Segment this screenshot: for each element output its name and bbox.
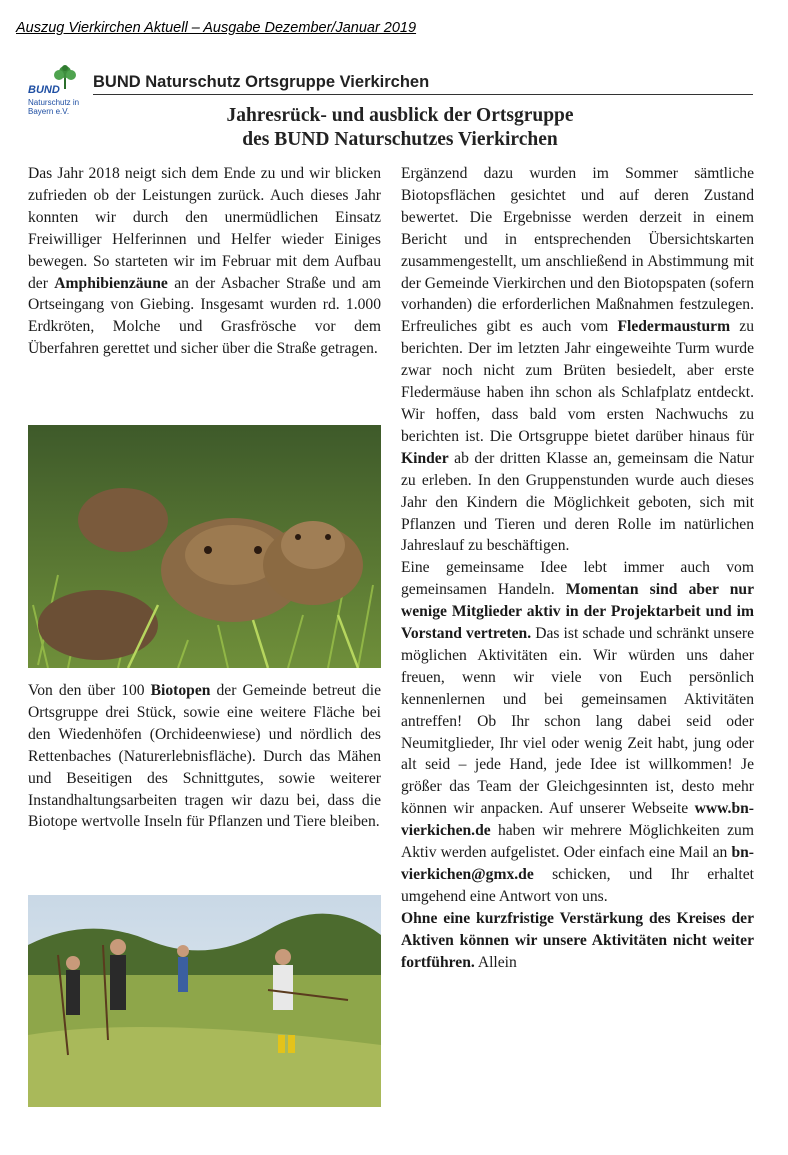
highlight-children: Kinder bbox=[401, 449, 449, 467]
paragraph-survey-bats-kids bbox=[401, 163, 754, 557]
toads-illustration bbox=[28, 425, 381, 668]
title-line-1: Jahresrück- und ausblick der Ortsgruppe bbox=[226, 105, 574, 126]
paragraph-appeal bbox=[401, 908, 754, 974]
website-link[interactable]: www.bn-vierkichen.de bbox=[401, 800, 754, 840]
text-segment: haben wir mehrere Möglichkeiten zum Aktiv werden aufgelistet. Oder einfach eine Mail an bbox=[401, 822, 754, 862]
text-segment: an der Asbacher Straße und am Ortseingang von Giebing. Insgesamt wurden rd. 1.000 Erdkröten, Molche und Grasfrösche vor dem Überfahren gerettet und sicher über die Straße getragen. bbox=[28, 274, 381, 358]
highlight-few-members: Momentan sind aber nur wenige Mitglieder aktiv in der Projektarbeit und im Vorstand vertreten. bbox=[401, 581, 755, 643]
text-segment: schicken, und Ihr erhaltet umgehend eine Antwort von uns. bbox=[401, 866, 754, 905]
text-segment: Eine gemeinsame Idee lebt immer auch vom gemeinsamen Handeln. bbox=[401, 559, 754, 599]
paragraph-join-us bbox=[401, 557, 754, 908]
highlight-biotopes: Biotopen bbox=[150, 682, 211, 699]
org-header: BUND Naturschutz Ortsgruppe Vierkirchen bbox=[93, 73, 753, 95]
paragraph-biotopes bbox=[28, 680, 381, 833]
article-title bbox=[120, 104, 680, 152]
left-column-bottom bbox=[28, 680, 381, 833]
text-segment: Von den über 100 bbox=[28, 682, 151, 699]
text-segment: ab der dritten Klasse an, gemeinsam die Natur zu erleben. In den Gruppenstunden wurde auch dieses Jahr den Kindern die Möglichkeit geboten, sich mit Pflanzen und Tieren und deren Rolle im natürlichen Jahreslauf zu beschäftigen. bbox=[401, 449, 754, 555]
text-segment: Das ist schade und schränkt unsere möglichen Aktivitäten ein. Wir würden uns daher freuen, wenn wir viele von Euch persönlich kennenlernen und bei gemeinsamen Aktivitäten antreffen! Ob Ihr schon lang dabei seid oder Neumitglieder, Ihr viel oder wenig Zeit habt, jung oder alt seid – jede Hand, jede Idee ist willkommen! Je größer das Team der Gleichgesinnten ist, desto mehr können wir anpacken. Auf unserer Webseite bbox=[401, 625, 754, 818]
title-line-2: des BUND Naturschutzes Vierkirchen bbox=[242, 129, 558, 150]
highlight-amphibian-fences: Amphibienzäune bbox=[54, 274, 168, 292]
excerpt-line: Auszug Vierkirchen Aktuell – Ausgabe Dezember/Januar 2019 bbox=[16, 20, 417, 36]
email-link[interactable]: bn-vierkichen@gmx.de bbox=[401, 844, 754, 883]
mowing-illustration bbox=[28, 895, 381, 1107]
text-segment: der Gemeinde betreut die Ortsgruppe drei Stück, sowie eine weitere Fläche bei den Wiedenhöfen (Orchideenwiese) und nördlich des Rettenbaches (Naturerlebnisfläche). Durch das Mähen und Beseitigen des Schnittgutes, sowie weiterer Instandhaltungsarbeiten tragen wir dazu bei, dass die Biotope wertvolle Inseln für Pflanzen und Tiere bleiben. bbox=[28, 682, 381, 831]
logo-word: BUND bbox=[28, 84, 60, 96]
text-segment: Das Jahr 2018 neigt sich dem Ende zu und wir blicken zufrieden ob der Leistungen zurück. Auch dieses Jahr konnten wir durch den unermüdlichen Einsatz Freiwilliger Helferinnen und Helfer wieder Einiges bewegen. So starteten wir im Februar mit dem Aufbau der bbox=[28, 165, 381, 292]
left-column-top bbox=[28, 163, 381, 360]
right-column bbox=[401, 163, 754, 974]
bund-logo bbox=[28, 64, 84, 126]
text-segment: Ergänzend dazu wurden im Sommer sämtliche Biotopsflächen gesichtet und auf deren Zustand bewertet. Die Ergebnisse werden derzeit in einem Bericht und in entsprechenden Übersichtskarten zusammengestellt, um anschließend in Abstimmung mit der Gemeinde Vierkirchen und den Biotopspaten (sofern vorhanden) die erforderlichen Maßnahmen festzulegen. Erfreuliches gibt es auch vom bbox=[401, 165, 754, 336]
highlight-appeal: Ohne eine kurzfristige Verstärkung des Kreises der Aktiven können wir unsere Aktivitäten nicht weiter fortführen. bbox=[401, 909, 754, 971]
photo-mowing bbox=[28, 895, 381, 1107]
logo-subtitle: Naturschutz in Bayern e.V. bbox=[28, 98, 80, 116]
text-segment: Allein bbox=[474, 953, 517, 971]
paragraph-amphibians bbox=[28, 163, 381, 360]
photo-toads bbox=[28, 425, 381, 668]
text-segment: zu berichten. Der im letzten Jahr eingeweihte Turm wurde zwar noch nicht zum Brüten besiedelt, aber erste Fledermäuse haben ihn schon als Schlafplatz entdeckt. Wir hoffen, dass bald vom ersten Nachwuchs zu berichten ist. Die Ortsgruppe bietet darüber hinaus für bbox=[401, 318, 754, 445]
highlight-bat-tower: Fledermausturm bbox=[617, 318, 731, 336]
